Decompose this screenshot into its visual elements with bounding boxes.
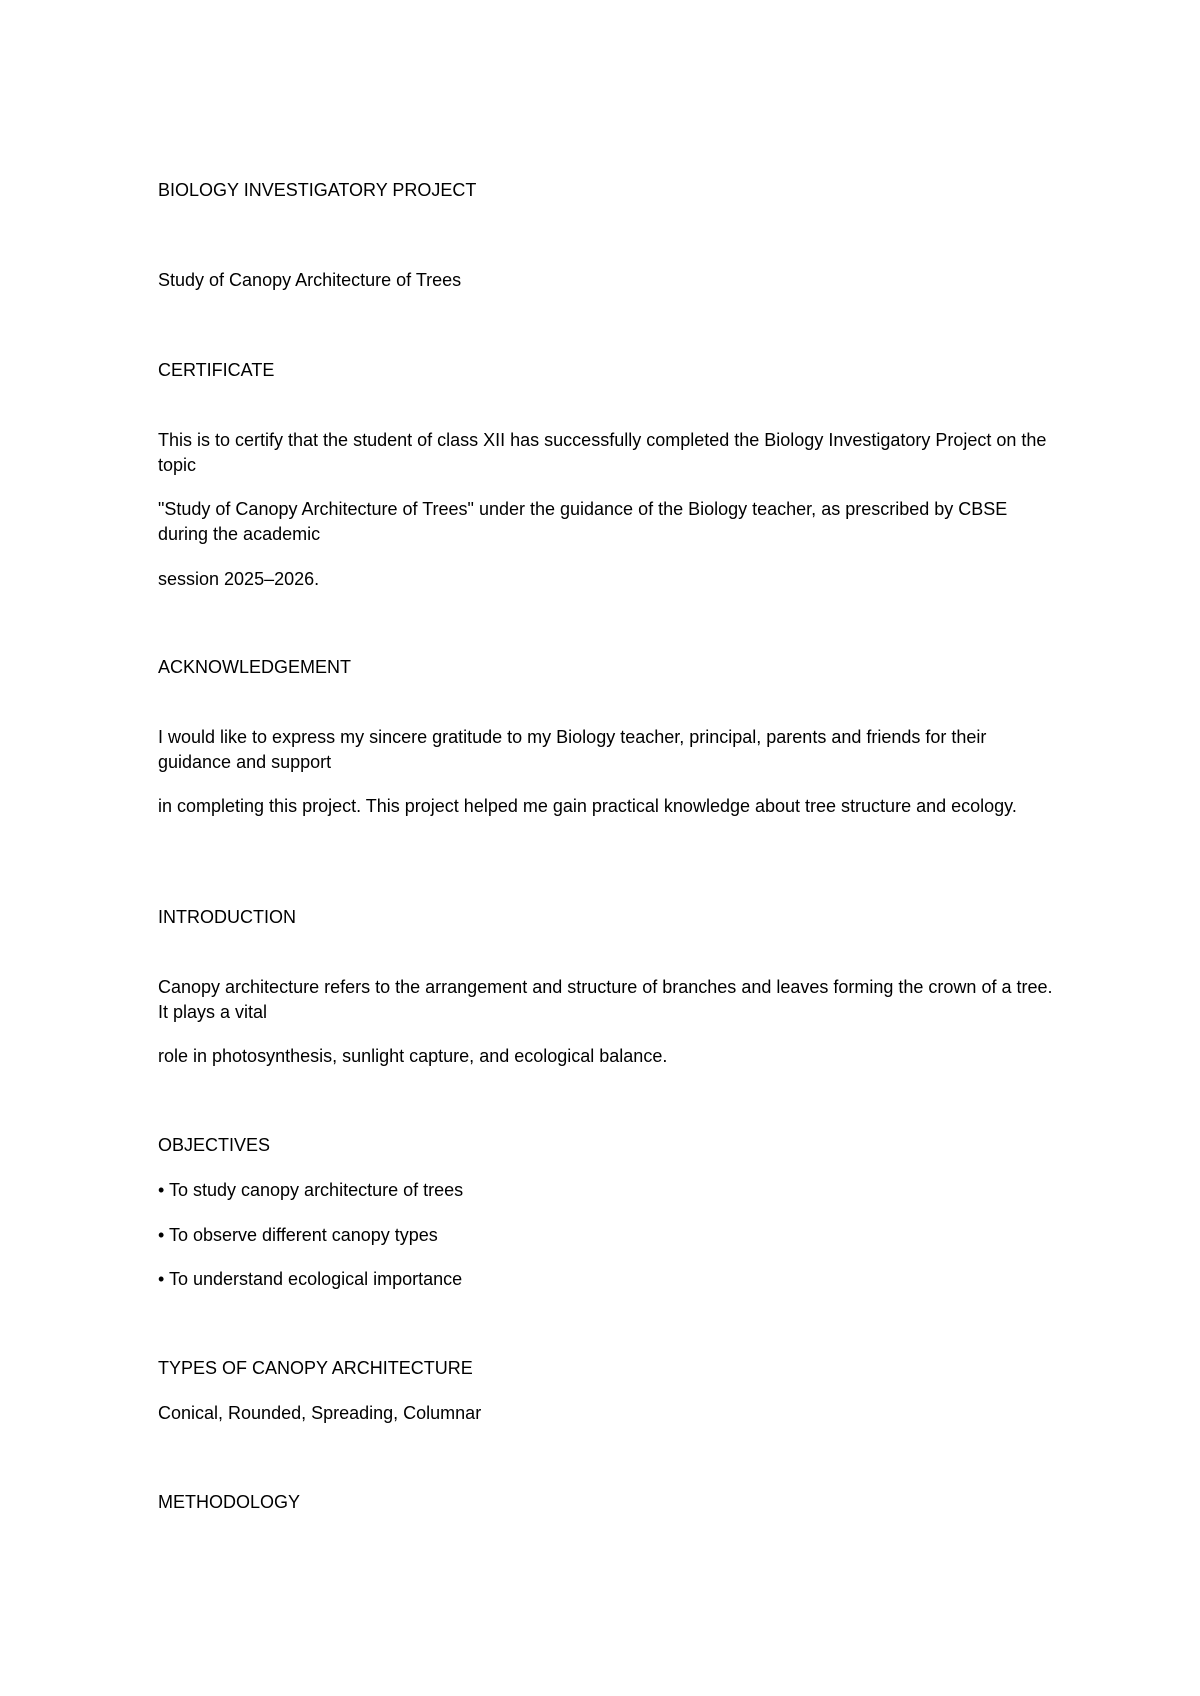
introduction-paragraph-1: Canopy architecture refers to the arrangement and structure of branches and leaves forming the crown of a tree. It plays a vital <box>158 977 1053 1022</box>
project-heading: BIOLOGY INVESTIGATORY PROJECT <box>158 180 477 200</box>
acknowledgement-heading: ACKNOWLEDGEMENT <box>158 657 352 677</box>
objective-item-3: • To understand ecological importance <box>158 1269 463 1289</box>
certificate-paragraph-3: session 2025–2026. <box>158 569 320 589</box>
acknowledgement-paragraph-1: I would like to express my sincere gratitude to my Biology teacher, principal, parents and friends for their guidance and support <box>158 727 987 772</box>
acknowledgement-paragraph-2: in completing this project. This project helped me gain practical knowledge about tree structure and ecology. <box>158 796 1017 816</box>
objective-item-2: • To observe different canopy types <box>158 1225 438 1245</box>
types-heading: TYPES OF CANOPY ARCHITECTURE <box>158 1358 473 1378</box>
certificate-paragraph-1: This is to certify that the student of class XII has successfully completed the Biology Investigatory Project on the topic <box>158 430 1047 475</box>
objectives-heading: OBJECTIVES <box>158 1135 271 1155</box>
types-list-text: Conical, Rounded, Spreading, Columnar <box>158 1403 482 1423</box>
certificate-heading: CERTIFICATE <box>158 360 275 380</box>
introduction-heading: INTRODUCTION <box>158 907 296 927</box>
certificate-paragraph-2: "Study of Canopy Architecture of Trees" under the guidance of the Biology teacher, as prescribed by CBSE during the academic <box>158 499 1008 544</box>
project-title: Study of Canopy Architecture of Trees <box>158 270 462 290</box>
methodology-heading: METHODOLOGY <box>158 1492 301 1512</box>
introduction-paragraph-2: role in photosynthesis, sunlight capture, and ecological balance. <box>158 1046 668 1066</box>
objective-item-1: • To study canopy architecture of trees <box>158 1180 464 1200</box>
